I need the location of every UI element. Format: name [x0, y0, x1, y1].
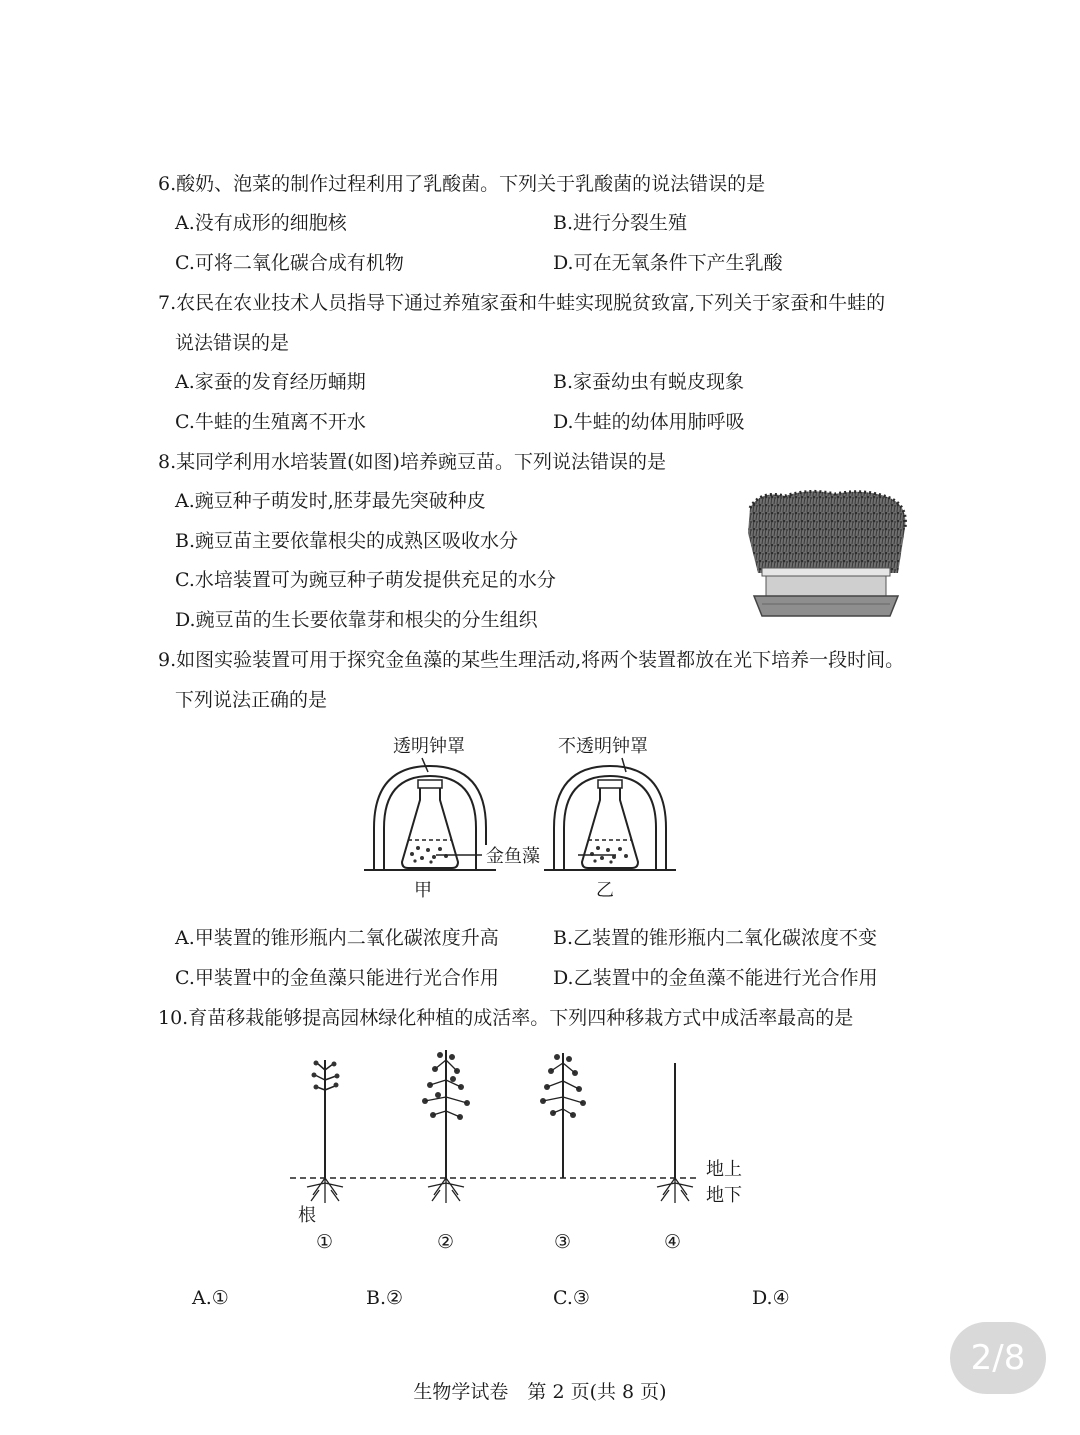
seedling-number-3: ③: [554, 1231, 572, 1253]
q10-option-c: C.③: [553, 1287, 590, 1309]
label-root: 根: [298, 1205, 316, 1226]
q10-option-b: B.②: [366, 1287, 404, 1309]
q10-option-a: A.①: [192, 1287, 229, 1309]
label-above-ground: 地上: [706, 1159, 742, 1180]
q6-option-d: D.可在无氧条件下产生乳酸: [553, 252, 783, 274]
label-below-ground: 地下: [706, 1185, 742, 1206]
pea-sprout-tray-image: [740, 488, 910, 623]
label-opaque-bell-jar: 不透明钟罩: [558, 736, 648, 757]
q6-option-c: C.可将二氧化碳合成有机物: [175, 252, 404, 274]
label-device-jia: 甲: [414, 880, 432, 901]
q7-option-d: D.牛蛙的幼体用肺呼吸: [553, 411, 745, 433]
q7-stem-line2: 说法错误的是: [175, 332, 290, 354]
q7-option-b: B.家蚕幼虫有蜕皮现象: [553, 371, 745, 393]
q10-stem: 10.育苗移栽能够提高园林绿化种植的成活率。下列四种移栽方式中成活率最高的是: [158, 1007, 854, 1029]
q9-stem-line2: 下列说法正确的是: [175, 689, 328, 711]
page-indicator[interactable]: 2/8: [950, 1322, 1046, 1394]
q6-stem: 6.酸奶、泡菜的制作过程利用了乳酸菌。下列关于乳酸菌的说法错误的是: [158, 173, 766, 195]
q9-option-c: C.甲装置中的金鱼藻只能进行光合作用: [175, 967, 499, 989]
q8-option-a: A.豌豆种子萌发时,胚芽最先突破种皮: [175, 490, 486, 512]
q7-stem-line1: 7.农民在农业技术人员指导下通过养殖家蚕和牛蛙实现脱贫致富,下列关于家蚕和牛蛙的: [158, 292, 886, 314]
q6-option-a: A.没有成形的细胞核: [175, 212, 347, 234]
q6-option-b: B.进行分裂生殖: [553, 212, 688, 234]
q10-option-d: D.④: [752, 1287, 790, 1309]
seedling-number-2: ②: [437, 1231, 455, 1253]
q8-option-b: B.豌豆苗主要依靠根尖的成熟区吸收水分: [175, 530, 519, 552]
q8-option-d: D.豌豆苗的生长要依靠芽和根尖的分生组织: [175, 609, 538, 631]
seedling-number-1: ①: [316, 1231, 334, 1253]
q8-option-c: C.水培装置可为豌豆种子萌发提供充足的水分: [175, 569, 556, 591]
seedling-number-4: ④: [664, 1231, 682, 1253]
q9-stem-line1: 9.如图实验装置可用于探究金鱼藻的某些生理活动,将两个装置都放在光下培养一段时间。: [158, 649, 905, 671]
q9-option-a: A.甲装置的锥形瓶内二氧化碳浓度升高: [175, 927, 499, 949]
q7-option-c: C.牛蛙的生殖离不开水: [175, 411, 366, 433]
page-footer: 生物学试卷 第 2 页(共 8 页): [413, 1381, 667, 1403]
transplant-diagram: [285, 1045, 705, 1225]
q9-option-d: D.乙装置中的金鱼藻不能进行光合作用: [553, 967, 878, 989]
label-transparent-bell-jar: 透明钟罩: [393, 736, 465, 757]
label-device-yi: 乙: [596, 880, 614, 901]
q9-option-b: B.乙装置的锥形瓶内二氧化碳浓度不变: [553, 927, 878, 949]
q7-option-a: A.家蚕的发育经历蛹期: [175, 371, 366, 393]
label-goldfish-weed: 金鱼藻: [486, 846, 540, 867]
q8-stem: 8.某同学利用水培装置(如图)培养豌豆苗。下列说法错误的是: [158, 451, 666, 473]
